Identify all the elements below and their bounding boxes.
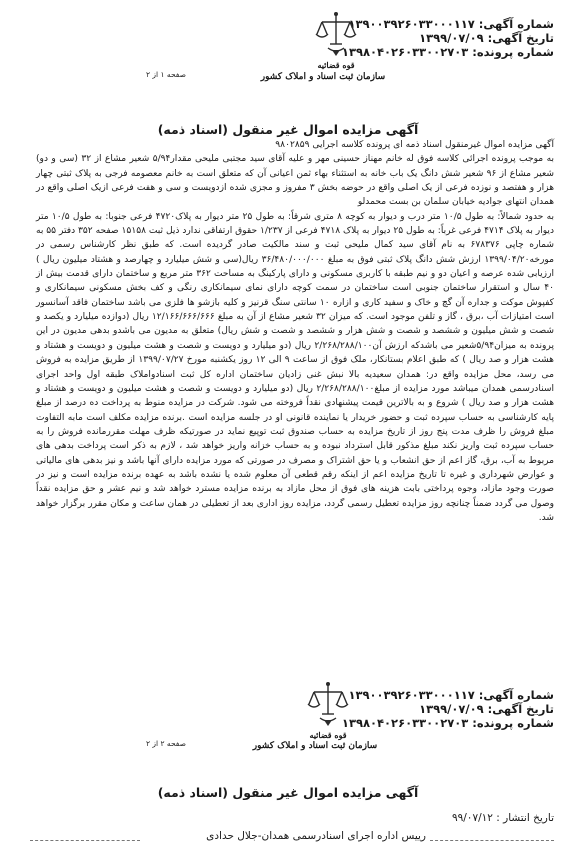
page-number: صفحه ۲ از ۲ [146,739,186,748]
judiciary-emblem-icon [300,678,356,730]
emblem-caption: قوه قضائیه [309,730,347,740]
body-paragraph: آگهی مزایده اموال غیرمنقول اسناد ذمه ای پرونده کلاسه اجرایی ۹۸۰۲۸۵۹ [275,140,554,150]
notice-date: تاریخ آگهی: ۱۳۹۹/۰۷/۰۹ [419,31,554,45]
case-number: شماره پرونده: ۱۳۹۸۰۴۰۲۶۰۳۳۰۰۲۷۰۳ [341,716,554,730]
notice-body [36,138,554,525]
org-name: سازمان ثبت اسناد و املاک کشور [260,72,386,82]
publish-date: تاریخ انتشار : ۹۹/۰۷/۱۲ [451,812,554,824]
notice-title: آگهی مزایده اموال غیر منقول (اسناد ذمه) [157,785,419,800]
notice-number: شماره آگهی: ۱۳۹۰۰۳۹۲۶۰۳۳۰۰۰۱۱۷ [348,688,554,702]
case-number: شماره پرونده: ۱۳۹۸۰۴۰۲۶۰۳۳۰۰۲۷۰۳ [341,45,554,59]
emblem-caption: قوه قضائیه [317,60,355,70]
page-number: صفحه ۱ از ۲ [146,70,186,79]
notice-meta [342,688,554,730]
body-paragraph: به حدود شمالاً: به طول ۱۰/۵ متر درب و دیوار به کوچه ۸ متری شرقاً: به طول ۲۵ متر دیوار به پلاک۴۷۲۰ فرعی جنوبا: به طول ۱۰/۵ متر دیوار به پلاک ۴۷۱۴ فرعی غرباً: به طول ۲۵ دیوار به پلاک ۴۷۱۸ فرعی از ۱/۲۳۷ حقوق ارتفاقی ندارد ذیل ثبت ۱۵۱۵۸ صفحه ۳۵۲ دفتر ۵۵ به شماره چاپی ۶۷۸۳۷۶ به نام آقای سید کمال ملیحی ثبت و سند مالکیت صادر گردیده است. که طبق نظر کارشناس رسمی در مورخه۱۳۹۹/۰۴/۲۰ ارزش شش دانگ پلاک ثبتی فوق به مبلغ ۳۶/۴۸۰/۰۰۰/۰۰۰ ریال(سی و شش میلیارد و چهارصد و هشتاد میلیون ریال ) ارزیابی شده عرصه و اعیان دو و نیم طبقه با کاربری مسکونی و دارای پارکینگ به مساحت ۳۶۲ متر مربع و ساختمان دارای قدمت بیش از ۴۰ سال و استقرار ساختمان جنوبی است ساختمان در سمت کوچه دارای نمای سیمانکاری رنگی و کف بخش مسکونی سیمانکاری و کفپوش موکت و جداره آن گچ و خاک و سفید کاری و ازاره ۱۰ سانتی سنگ قرنیز و کلیه بازشو ها فلزی می باشد ساختمان فاقد آسانسور است امتیازات آب ،برق ، گاز و تلفن موجود است. که میزان ۳۲ شعیر مشاع از آن به مبلغ ۱۲/۱۶۶/۶۶۶/۶۶۶ ریال (دوازده میلیارد و یکصد و شصت و شش میلیون و ششصد و شصت و شش هزار و ششصد و شصت و شش ریال) متعلق به مدیون می باشدو بدهی مدیون در این پرونده به میزان۵/۹۴شعیر می باشدکه ارزش آن۲/۲۶۸/۲۸۸/۱۰۰ ریال (دو میلیارد و دویست و شصت و هشت میلیون و دویست و هشتاد و هشت هزار و صد ریال ) که طبق اعلام بستانکار، ملک فوق از ساعت ۹ الی ۱۲ روز یکشنبه مورخ ۱۳۹۹/۰۷/۲۷ از طریق مزایده به فروش می رسد، محل مزایده واقع در: همدان سعیدیه بالا نبش غنی زادیان ساختمان اداره کل ثبت اسنادواملاک طبقه اول واحد اجرای اسنادرسمی همدان میباشد مورد مزایده از مبلغ۲/۲۶۸/۲۸۸/۱۰۰ ریال (دو میلیارد و دویست و شصت و هشت میلیون و دویست و هشتاد و هشت هزار و صد ریال ) شروع و به بالاترین قیمت پیشنهادی نقداً فروخته می شود. شرکت در مزایده منوط به پرداخت ده درصد از مبلغ پایه کارشناسی به حساب سپرده ثبت و حضور خریدار یا نماینده قانونی او در جلسه مزایده است .برنده مزایده مکلف است مابه التفاوت مبلغ فروش را ظرف مدت پنج روز از تاریخ مزایده به حساب صندوق ثبت توپیع نماید در صورتیکه ظرف مهلت مقررمانده فروش را به حساب سپرده ثبت واریز نکند مبلغ مذکور قابل استرداد نبوده و به حساب خزانه واریز خواهد شد ، لازم به ذکر است پرداخت بدهی های مربوط به آب، برق، گاز اعم از حق انشعاب و یا حق اشتراک و مصرف در صورتی که مورد مزایده دارای آنها باشد و نیز بدهی های مالیاتی و عوارض شهرداری و غیره تا تاریخ مزایده اعم از اینکه رقم قطعی آن معلوم شده یا نشده باشد به عهده برنده مزایده است و نیز در صورت وجود مازاد، وجوه پرداختی بابت هزینه های فوق از محل مازاد به برنده مزایده مسترد خواهد شد و نیم عشر و حق مزایده نقداً وصول می گردد ضمناً چنانچه روز مزایده تعطیل رسمی گردد، مزایده روز اداری بعد از تعطیلی در همان ساعت و مکان مقرر برگزار خواهد شد. [35,211,555,523]
body-paragraph: به موجب پرونده اجرائی کلاسه فوق له خانم مهناز حسینی مهر و علیه آقای سید مجتبی ملیحی مقدار۵/۹۴ شعیر مشاع از ۳۲ (سی و دو) شعیر مشاع از ۹۶ شعیر شش دانگ یک باب خانه به استثناء بهاء ثمن اعیانی آن که متعلق است به خانم معصومه فرجی به پلاک ثبتی چهار هزار و هفتصد و نوزده فرعی از یک اصلی واقع در حوضه بخش ۳ مفروز و مجزی شده ازدویست و سی و هفت فرعی ازیک اصلی واقع در همدان انتهای جوادیه خیابان سلمان بن بست محمدلو [36,154,554,208]
notice-meta [342,17,554,59]
signature-dash [430,840,554,841]
signature-line: رییس اداره اجرای اسنادرسمی همدان-جلال حدادی [206,830,426,842]
notice-date: تاریخ آگهی: ۱۳۹۹/۰۷/۰۹ [419,702,554,716]
notice-title: آگهی مزایده اموال غیر منقول (اسناد ذمه) [157,122,419,137]
notice-number: شماره آگهی: ۱۳۹۰۰۳۹۲۶۰۳۳۰۰۰۱۱۷ [348,17,554,31]
judiciary-emblem-icon [308,8,364,60]
signature-dash [30,840,140,841]
org-name: سازمان ثبت اسناد و املاک کشور [252,741,378,751]
